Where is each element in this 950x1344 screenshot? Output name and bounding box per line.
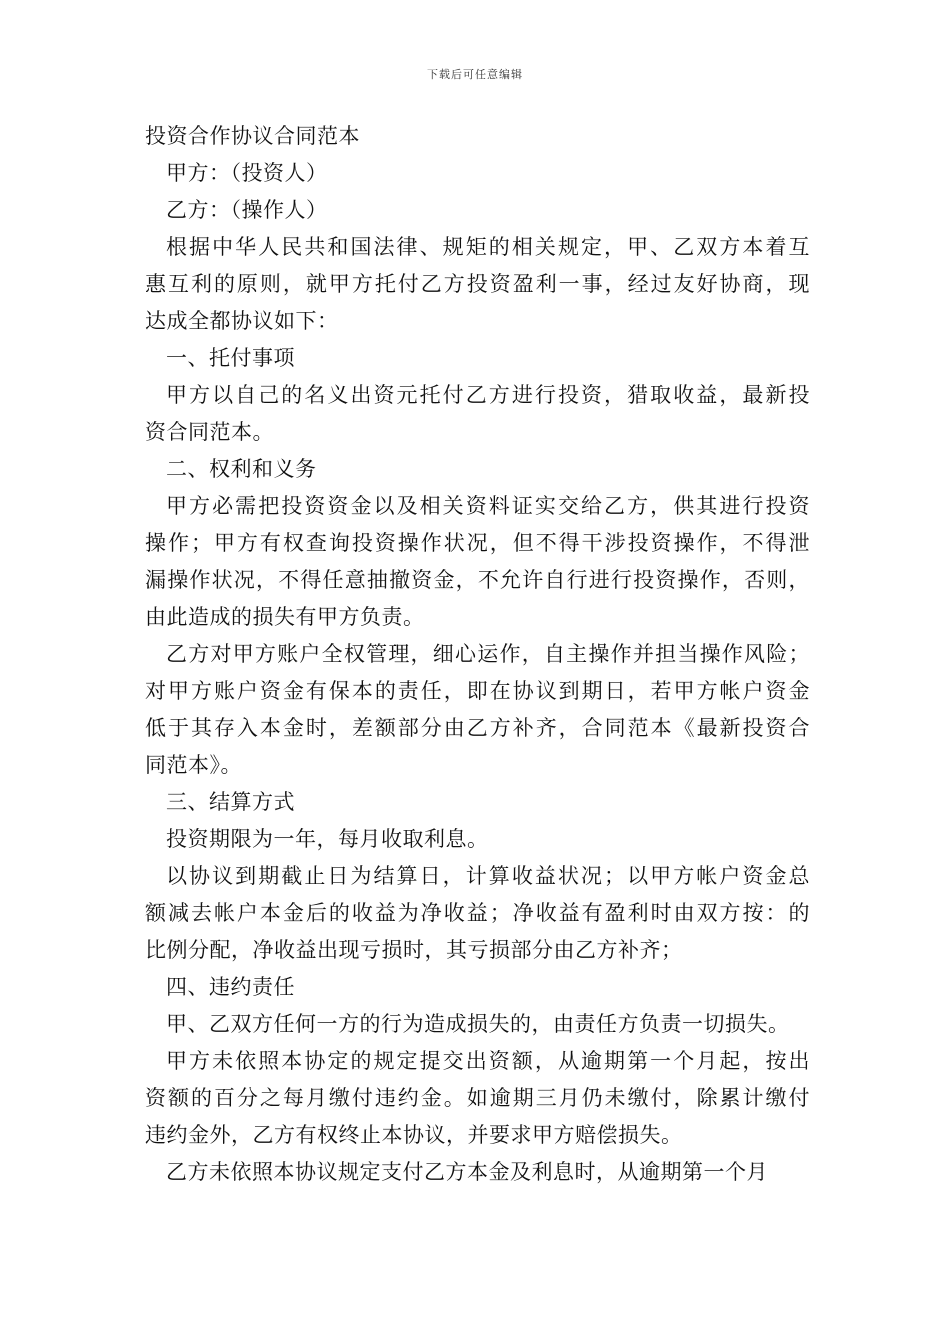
paragraph-line: 漏操作状况，不得任意抽撤资金，不允许自行进行投资操作，否则， — [145, 568, 810, 592]
paragraph-line: 同范本》。 — [145, 753, 242, 777]
paragraph-line: 比例分配，净收益出现亏损时，其亏损部分由乙方补齐； — [145, 938, 683, 962]
paragraph-line: 由此造成的损失有甲方负责。 — [145, 605, 425, 629]
paragraph-line: 根据中华人民共和国法律、规矩的相关规定，甲、乙双方本着互 — [166, 235, 810, 259]
paragraph-line: 甲方以自己的名义出资元托付乙方进行投资，猎取收益，最新投 — [166, 383, 810, 407]
paragraph-line: 乙方对甲方账户全权管理，细心运作，自主操作并担当操作风险； — [166, 642, 810, 666]
paragraph-line: 资合同范本。 — [145, 420, 274, 444]
document-title: 投资合作协议合同范本 — [145, 124, 360, 148]
section-heading: 一、托付事项 — [166, 346, 295, 370]
paragraph-line: 乙方未依照本协议规定支付乙方本金及利息时，从逾期第一个月 — [166, 1160, 768, 1184]
paragraph-line: 对甲方账户资金有保本的责任，即在协议到期日，若甲方帐户资金 — [145, 679, 810, 703]
document-body — [145, 118, 810, 1191]
section-heading: 二、权利和义务 — [166, 457, 317, 481]
paragraph-line: 额减去帐户本金后的收益为净收益；净收益有盈利时由双方按：的 — [145, 901, 810, 925]
paragraph-line: 以协议到期截止日为结算日，计算收益状况；以甲方帐户资金总 — [166, 864, 810, 888]
section-heading: 三、结算方式 — [166, 790, 295, 814]
paragraph-line: 操作；甲方有权查询投资操作状况，但不得干涉投资操作，不得泄 — [145, 531, 810, 555]
paragraph-line: 甲方未依照本协定的规定提交出资额，从逾期第一个月起，按出 — [166, 1049, 810, 1073]
paragraph-line: 甲方必需把投资资金以及相关资料证实交给乙方，供其进行投资 — [166, 494, 810, 518]
paragraph-line: 违约金外，乙方有权终止本协议，并要求甲方赔偿损失。 — [145, 1123, 683, 1147]
paragraph-line: 低于其存入本金时，差额部分由乙方补齐，合同范本《最新投资合 — [145, 716, 810, 740]
party-a-line: 甲方：（投资人） — [166, 161, 328, 185]
paragraph-line: 达成全都协议如下： — [145, 309, 339, 333]
party-b-line: 乙方：（操作人） — [166, 198, 328, 222]
paragraph-line: 资额的百分之每月缴付违约金。如逾期三月仍未缴付，除累计缴付 — [145, 1086, 810, 1110]
header-note: 下载后可任意编辑 — [427, 68, 523, 81]
section-heading: 四、违约责任 — [166, 975, 295, 999]
paragraph-line: 惠互利的原则，就甲方托付乙方投资盈利一事，经过友好协商，现 — [145, 272, 810, 296]
paragraph-line: 投资期限为一年，每月收取利息。 — [166, 827, 489, 851]
paragraph-line: 甲、乙双方任何一方的行为造成损失的，由责任方负责一切损失。 — [166, 1012, 790, 1036]
